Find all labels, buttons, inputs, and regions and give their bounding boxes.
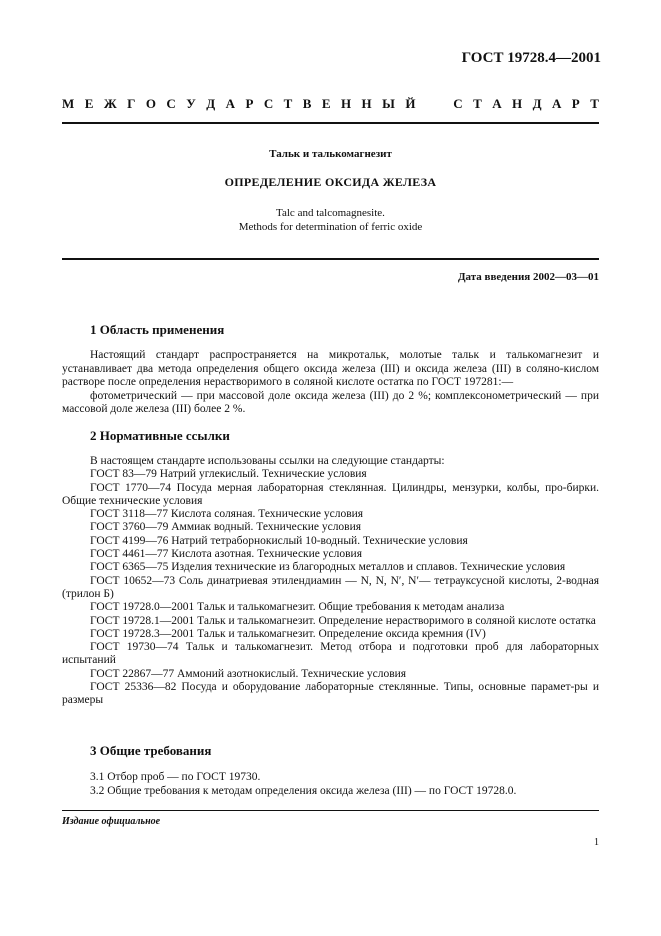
section-1-paragraph-2: фотометрический — при массовой доле оксида железа (III) до 2 %; комплексонометрический — при массовой доле железа (III) более 2 %. xyxy=(62,389,599,415)
footer-rule xyxy=(62,810,599,811)
page-number: 1 xyxy=(594,837,599,848)
header-rule xyxy=(62,122,599,124)
banner-letter: А xyxy=(492,96,502,111)
title-english xyxy=(62,206,599,234)
banner-letter: С xyxy=(263,96,274,111)
banner-letter: М xyxy=(62,96,75,111)
reference-item: ГОСТ 6365—75 Изделия технические из благородных металлов и сплавов. Технические условия xyxy=(90,561,566,574)
banner-letter: Р xyxy=(245,96,254,111)
official-edition-note: Издание официальное xyxy=(62,816,161,827)
banner-letter: Г xyxy=(127,96,136,111)
banner-letter: Н xyxy=(340,96,352,111)
section-1-body xyxy=(62,349,599,417)
banner-letter xyxy=(426,96,429,112)
banner-letter: С xyxy=(453,96,463,111)
reference-item: ГОСТ 4461—77 Кислота азотная. Технические условия xyxy=(90,548,362,561)
banner-letter: Д xyxy=(532,96,542,111)
reference-item: ГОСТ 10652—73 Соль динатриевая этилендиамин — N, N, N′, N′— тетрауксусной кислоты, 2-водная (трилон Б) xyxy=(62,574,599,600)
reference-item: ГОСТ 3760—79 Аммиак водный. Технические условия xyxy=(90,521,362,534)
banner-letter: Ы xyxy=(382,96,395,111)
reference-item: ГОСТ 19728.0—2001 Тальк и талькомагнезит. Общие требования к методам анализа xyxy=(90,601,505,614)
banner-letter: Е xyxy=(321,96,331,111)
title-subject: Тальк и талькомагнезит xyxy=(269,148,392,160)
banner-letter: Д xyxy=(206,96,216,111)
reference-item: ГОСТ 1770—74 Посуда мерная лабораторная стеклянная. Цилиндры, мензурки, колбы, про-бирки. Общие технические условия xyxy=(62,481,599,507)
title-main: ОПРЕДЕЛЕНИЕ ОКСИДА ЖЕЛЕЗА xyxy=(224,175,437,189)
reference-item: ГОСТ 83—79 Натрий углекислый. Технические условия xyxy=(90,468,367,481)
banner-letter: Е xyxy=(84,96,94,111)
section-3-body xyxy=(62,771,599,798)
reference-item: ГОСТ 19728.3—2001 Тальк и талькомагнезит. Определение оксида кремния (IV) xyxy=(90,627,486,640)
title-english-line1: Talc and talcomagnesite. xyxy=(276,207,385,219)
introduction-date: Дата введения 2002—03—01 xyxy=(457,271,599,283)
section-3-item-2: 3.2 Общие требования к методам определения оксида железа (III) — по ГОСТ 19728.0. xyxy=(90,784,517,797)
banner-letter: В xyxy=(302,96,312,111)
title-english-line2: Methods for determination of ferric oxide xyxy=(238,221,423,233)
reference-item: ГОСТ 3118—77 Кислота соляная. Технические условия xyxy=(90,508,364,521)
reference-item: ГОСТ 4199—76 Натрий тетраборнокислый 10-водный. Технические условия xyxy=(90,534,468,547)
banner-letter: А xyxy=(225,96,235,111)
banner-letter: Т xyxy=(590,96,599,111)
banner-letter: А xyxy=(551,96,562,111)
section-2-heading: 2 Нормативные ссылки xyxy=(90,428,230,443)
reference-item: ГОСТ 22867—77 Аммоний азотнокислый. Технические условия xyxy=(90,667,407,680)
banner-letter: Т xyxy=(283,96,293,111)
banner-letter: Н xyxy=(361,96,372,111)
interstate-standard-banner xyxy=(62,96,599,112)
section-1-heading: 1 Область применения xyxy=(90,322,225,337)
banner-letter xyxy=(440,96,443,112)
document-number: ГОСТ 19728.4—2001 xyxy=(461,50,601,66)
reference-item: ГОСТ 19730—74 Тальк и талькомагнезит. Метод отбора и подготовки проб для лабораторных испытаний xyxy=(62,641,599,667)
banner-letter: Т xyxy=(473,96,482,111)
reference-item: ГОСТ 25336—82 Посуда и оборудование лабораторные стеклянные. Типы, основные парамет-ры и размеры xyxy=(62,681,599,707)
section-3-heading: 3 Общие требования xyxy=(90,743,212,758)
section-3-item-1: 3.1 Отбор проб — по ГОСТ 19730. xyxy=(90,771,261,783)
banner-letter: Р xyxy=(571,96,580,111)
title-rule xyxy=(62,258,599,260)
banner-letter: О xyxy=(145,96,156,111)
references-list xyxy=(62,455,599,708)
banner-letter: Н xyxy=(512,96,523,111)
banner-letter: С xyxy=(166,96,176,111)
banner-letter: Й xyxy=(405,96,416,111)
banner-letter: У xyxy=(186,96,196,111)
section-1-paragraph-1: Настоящий стандарт распространяется на микротальк, молотые тальк и талькомагнезит и устанавливает два метода определения общего оксида железа (III) и оксида железа (III) в соляно-кислом растворе после определения нерастворимого в соляной кислоте остатка по ГОСТ 197281:— xyxy=(62,349,599,388)
reference-item: ГОСТ 19728.1—2001 Тальк и талькомагнезит. Определение нерастворимого в соляной кислоте остатка xyxy=(90,614,596,627)
banner-letter: Ж xyxy=(103,96,117,111)
references-intro: В настоящем стандарте использованы ссылки на следующие стандарты: xyxy=(90,455,445,467)
